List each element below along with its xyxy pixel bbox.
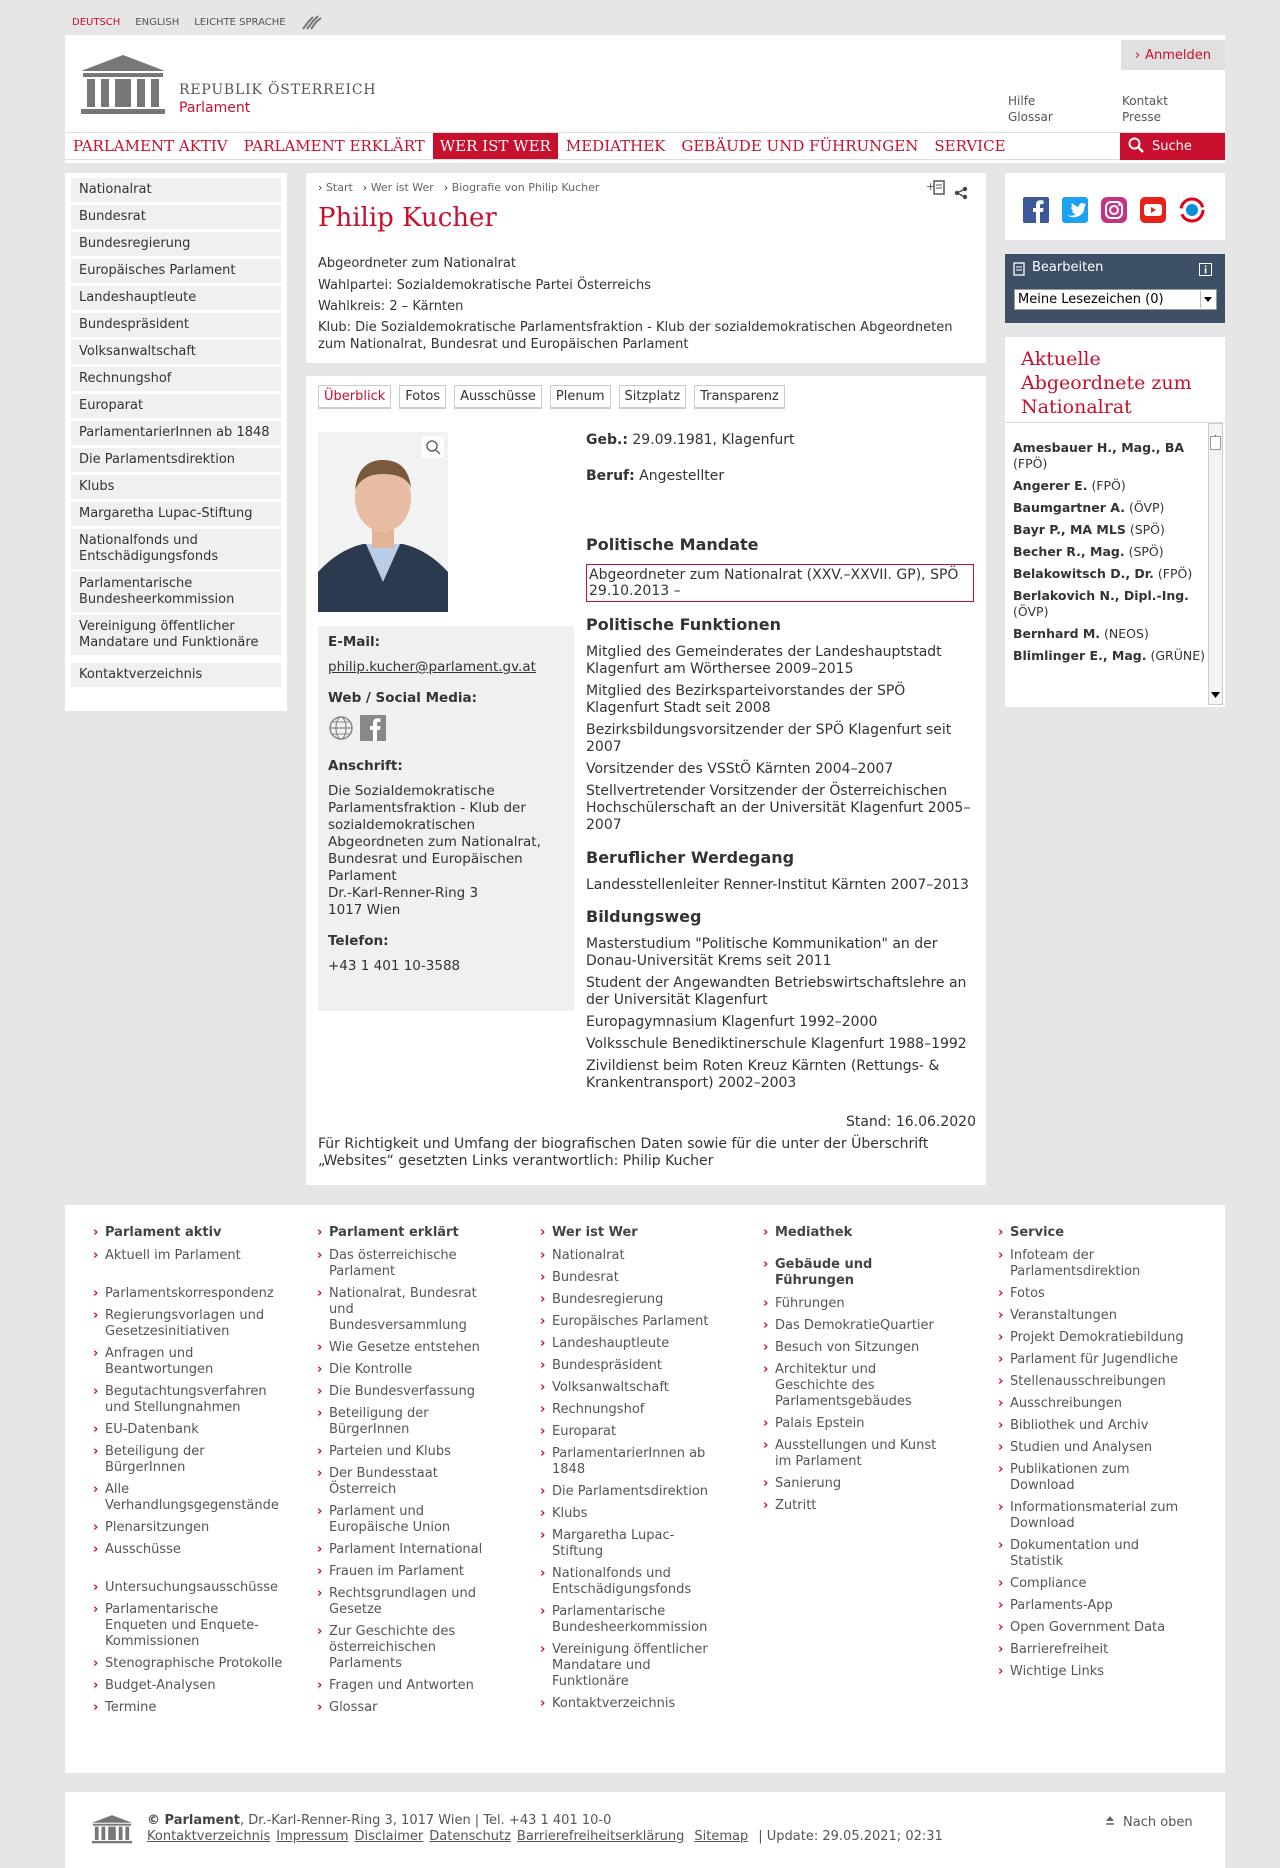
person-party: Wahlpartei: Sozialdemokratische Partei Österreichs	[318, 278, 651, 293]
footer-link[interactable]: › Open Government Data	[998, 1620, 1193, 1636]
education-item: Masterstudium "Politische Kommunikation" an der Donau-Universität Krems seit 2011	[586, 936, 938, 969]
contact-box	[318, 626, 574, 1011]
footer-link[interactable]: › Barrierefreiheit	[998, 1642, 1193, 1658]
biography-card	[306, 376, 986, 1185]
instagram-icon[interactable]	[1101, 197, 1127, 227]
career-item: Landesstellenleiter Renner-Institut Kärnten 2007–2013	[586, 877, 969, 893]
lang-leichte-sprache[interactable]: LEICHTE SPRACHE	[194, 16, 286, 28]
tab-bar	[318, 385, 785, 409]
footer-link[interactable]: › Projekt Demokratiebildung	[998, 1330, 1193, 1346]
person-club: Klub: Die Sozialdemokratische Parlamentsfraktion - Klub der sozialdemokratischen Abgeordneten zum Nationalrat, Bundesrat und Europäischen Parlament	[318, 320, 953, 352]
footer-link[interactable]: › Parteien und Klubs	[317, 1444, 492, 1460]
sidebar-item-europaeisches-parlament[interactable]: Europäisches Parlament	[71, 259, 281, 283]
lang-english[interactable]: ENGLISH	[135, 16, 180, 28]
footer-link[interactable]: › Veranstaltungen	[998, 1308, 1193, 1324]
sidebar-item-kontaktverzeichnis[interactable]: Kontaktverzeichnis	[71, 663, 281, 687]
sidebar-item-europarat[interactable]: Europarat	[71, 394, 281, 418]
copyright: © Parlament	[147, 1813, 240, 1828]
footer-link[interactable]: › ParlamentarierInnen ab 1848	[540, 1446, 720, 1478]
footer-link[interactable]: › Nationalrat	[540, 1248, 720, 1264]
footer-link[interactable]: › Bundesregierung	[540, 1292, 720, 1308]
sidebar-item-bundesheerkommission[interactable]: Parlamentarische Bundesheerkommission	[71, 572, 281, 612]
bookmark-add-icon[interactable]	[926, 179, 946, 201]
footer-link[interactable]: › Nationalfonds und Entschädigungsfonds	[540, 1566, 720, 1598]
footer-link[interactable]: › Plenarsitzungen	[93, 1520, 283, 1536]
sidebar-item-bundespraesident[interactable]: Bundespräsident	[71, 313, 281, 337]
footer-link[interactable]: › Beteiligung der BürgerInnen	[93, 1444, 283, 1476]
sidebar-item-klubs[interactable]: Klubs	[71, 475, 281, 499]
footer-link[interactable]: › Compliance	[998, 1576, 1193, 1592]
nav-wer-ist-wer[interactable]: WER IST WER	[433, 133, 558, 159]
footer-heading[interactable]: › Parlament aktiv	[93, 1225, 283, 1241]
career-heading: Beruflicher Werdegang	[586, 848, 795, 867]
footer-link[interactable]: › Europäisches Parlament	[540, 1314, 720, 1330]
footer-link[interactable]: › Infoteam der Parlamentsdirektion	[998, 1248, 1193, 1280]
footer-link[interactable]: › Frauen im Parlament	[317, 1564, 492, 1580]
stand-date: Stand: 16.06.2020	[845, 1114, 976, 1130]
footer-link[interactable]: › Begutachtungsverfahren und Stellungnahmen	[93, 1384, 283, 1416]
job-value: Angestellter	[634, 468, 725, 484]
footer-link[interactable]: › Volksanwaltschaft	[540, 1380, 720, 1396]
footer-col-mediathek	[763, 1225, 948, 1520]
logo-parliament: Parlament	[179, 100, 251, 116]
breadcrumb	[318, 181, 599, 194]
search-label: Suche	[1152, 139, 1192, 154]
sidebar-item-nationalrat[interactable]: Nationalrat	[71, 178, 281, 202]
footer-link[interactable]: › Parlamentarische Bundesheerkommission	[540, 1604, 720, 1636]
footer-heading[interactable]: › Service	[998, 1225, 1193, 1241]
footer-link[interactable]: › Europarat	[540, 1424, 720, 1440]
footer-link[interactable]: › Beteiligung der BürgerInnen	[317, 1406, 492, 1438]
tab-sitzplatz[interactable]: Sitzplatz	[619, 385, 687, 409]
bearbeiten-label: Bearbeiten	[1032, 260, 1104, 275]
footer-link[interactable]: › Stenographische Protokolle	[93, 1656, 283, 1672]
help-link[interactable]: Hilfe	[1008, 94, 1036, 108]
breadcrumb-start[interactable]: › Start	[318, 181, 353, 194]
language-bar	[72, 13, 323, 31]
facebook-icon[interactable]	[360, 715, 386, 746]
parliament-logo[interactable]	[79, 53, 167, 115]
members-scrollbar[interactable]	[1208, 423, 1223, 705]
social-links	[1005, 173, 1225, 240]
copyright-line	[147, 1813, 611, 1829]
sidebar-nav	[65, 173, 287, 711]
footer-link[interactable]: › Publikationen zum Download	[998, 1462, 1193, 1494]
footer-link[interactable]: › Parlamentarische Enqueten und Enquete-Kommissionen	[93, 1602, 283, 1650]
arrow-up-icon	[1105, 1814, 1115, 1830]
phone-label: Telefon:	[328, 933, 389, 949]
main-nav	[65, 132, 1225, 160]
svg-text:+: +	[926, 180, 936, 193]
footer-link[interactable]: › Aktuell im Parlament	[93, 1248, 283, 1264]
footer-col-parlament-aktiv	[93, 1225, 283, 1722]
page-title: Philip Kucher	[318, 203, 497, 233]
footer-link[interactable]: › EU-Datenbank	[93, 1422, 283, 1438]
facebook-icon[interactable]	[1023, 197, 1049, 227]
footer-link[interactable]: › Die Kontrolle	[317, 1362, 492, 1378]
address-street: Dr.-Karl-Renner-Ring 3	[328, 885, 479, 901]
footer-heading[interactable]: › Wer ist Wer	[540, 1225, 720, 1241]
footer-link[interactable]: › Parlament für Jugendliche	[998, 1352, 1193, 1368]
member-item[interactable]: Becher R., Mag. (SPÖ)	[1013, 544, 1164, 559]
chevron-down-icon	[1200, 291, 1215, 308]
nav-parlament-erklaert[interactable]: PARLAMENT ERKLÄRT	[243, 137, 425, 155]
job-label: Beruf:	[586, 468, 635, 484]
link-sitemap[interactable]: Sitemap	[694, 1829, 749, 1844]
footer-link[interactable]: › Stellenausschreibungen	[998, 1374, 1193, 1390]
footer-link[interactable]: › Margaretha Lupac-Stiftung	[540, 1528, 720, 1560]
search-icon	[1128, 137, 1144, 157]
nav-gebaeude[interactable]: GEBÄUDE UND FÜHRUNGEN	[681, 137, 919, 155]
footer-link[interactable]: › Bibliothek und Archiv	[998, 1418, 1193, 1434]
person-role: Abgeordneter zum Nationalrat	[318, 256, 516, 271]
education-heading: Bildungsweg	[586, 907, 702, 926]
member-item[interactable]: Bayr P., MA MLS (SPÖ)	[1013, 522, 1165, 537]
person-header-card	[306, 173, 986, 363]
footer-link[interactable]: › Führungen	[763, 1296, 948, 1312]
footer-link[interactable]: › Ausstellungen und Kunst im Parlament	[763, 1438, 948, 1470]
search-button[interactable]	[1120, 133, 1225, 160]
sidebar-item-lupac-stiftung[interactable]: Margaretha Lupac-Stiftung	[71, 502, 281, 526]
footer-link[interactable]: › Das DemokratieQuartier	[763, 1318, 948, 1334]
footer-col-wer-ist-wer	[540, 1225, 720, 1718]
address-city: 1017 Wien	[328, 902, 401, 918]
globe-icon[interactable]	[328, 715, 354, 746]
education-item: Volksschule Benediktinerschule Klagenfurt 1988–1992	[586, 1036, 967, 1052]
tab-ueberblick[interactable]: Überblick	[318, 385, 391, 409]
scroll-thumb[interactable]	[1210, 436, 1221, 450]
podcast-icon[interactable]	[1179, 197, 1205, 227]
footer-link[interactable]: › Untersuchungsausschüsse	[93, 1564, 283, 1596]
current-members-panel	[1005, 337, 1225, 707]
tab-fotos[interactable]: Fotos	[399, 385, 446, 409]
footer-link[interactable]: › Die Bundesverfassung	[317, 1384, 492, 1400]
mandate-heading: Politische Mandate	[586, 535, 759, 554]
function-item: Stellvertretender Vorsitzender der Österreichischen Hochschülerschaft an der Universität Klagenfurt 2005–2007	[586, 783, 971, 833]
birth-info	[586, 432, 976, 449]
link-kontaktverzeichnis[interactable]: Kontaktverzeichnis	[147, 1829, 271, 1844]
tab-ausschuesse[interactable]: Ausschüsse	[454, 385, 542, 409]
footer-link[interactable]: › Studien und Analysen	[998, 1440, 1193, 1456]
footer-link[interactable]: › Palais Epstein	[763, 1416, 948, 1432]
functions-heading: Politische Funktionen	[586, 615, 781, 634]
footer-link[interactable]: › Sanierung	[763, 1476, 948, 1492]
footer-link[interactable]: › Alle Verhandlungsgegenstände	[93, 1482, 283, 1514]
nav-parlament-aktiv[interactable]: PARLAMENT AKTIV	[73, 137, 228, 155]
address-label: Anschrift:	[328, 758, 403, 774]
born-label: Geb.:	[586, 432, 628, 448]
footer-link[interactable]: › Die Parlamentsdirektion	[540, 1484, 720, 1500]
sign-language-icon[interactable]	[301, 13, 323, 31]
footer-link[interactable]: › Das österreichische Parlament	[317, 1248, 492, 1280]
logo-republic: REPUBLIK ÖSTERREICH	[179, 82, 377, 98]
footer-link[interactable]: › Zutritt	[763, 1498, 948, 1514]
glossary-link[interactable]: Glossar	[1008, 110, 1053, 124]
phone-number: +43 1 401 10-3588	[328, 958, 461, 974]
footer-link[interactable]: › Wichtige Links	[998, 1664, 1193, 1680]
footer-link[interactable]: › Kontaktverzeichnis	[540, 1696, 720, 1712]
address-text: Die Sozialdemokratische Parlamentsfraktion - Klub der sozialdemokratischen Abgeordneten zum Nationalrat, Bundesrat und Europäischen Parlament	[328, 783, 541, 884]
footer-link[interactable]: › Parlaments-App	[998, 1598, 1193, 1614]
bottom-bar	[65, 1792, 1225, 1868]
education-item: Europagymnasium Klagenfurt 1992–2000	[586, 1014, 878, 1030]
function-item: Mitglied des Gemeinderates der Landeshauptstadt Klagenfurt am Wörthersee 2009–2015	[586, 644, 942, 677]
footer-heading[interactable]: › Gebäude und Führungen	[763, 1257, 948, 1289]
members-list	[1013, 440, 1205, 705]
footer-link[interactable]: › Dokumentation und Statistik	[998, 1538, 1193, 1570]
footer-link[interactable]: › Klubs	[540, 1506, 720, 1522]
footer-link[interactable]: › Landeshauptleute	[540, 1336, 720, 1352]
footer-link[interactable]: › Zur Geschichte des österreichischen Parlaments	[317, 1624, 492, 1672]
link-barrierefreiheit[interactable]: Barrierefreiheitserklärung	[516, 1829, 685, 1844]
tab-plenum[interactable]: Plenum	[550, 385, 611, 409]
sidebar-item-volksanwaltschaft[interactable]: Volksanwaltschaft	[71, 340, 281, 364]
logo-text	[179, 81, 376, 117]
sidebar-item-parlamentsdirektion[interactable]: Die Parlamentsdirektion	[71, 448, 281, 472]
sidebar-item-vereinigung[interactable]: Vereinigung öffentlicher Mandatare und Funktionäre	[71, 615, 281, 655]
members-title: Aktuelle Abgeordnete zum Nationalrat	[1021, 348, 1192, 418]
back-to-top[interactable]	[1105, 1814, 1193, 1830]
sidebar-item-bundesrat[interactable]: Bundesrat	[71, 205, 281, 229]
footer-heading[interactable]: › Parlament erklärt	[317, 1225, 492, 1241]
footer-link[interactable]: › Vereinigung öffentlicher Mandatare und Funktionäre	[540, 1642, 720, 1690]
disclaimer-text: Für Richtigkeit und Umfang der biografischen Daten sowie für die unter der Überschrift „Websites“ gesetzten Links verantwortlich: Philip Kucher	[318, 1136, 929, 1169]
footer-link[interactable]: › Parlament International	[317, 1542, 492, 1558]
bookmarks-select-value: Meine Lesezeichen (0)	[1018, 292, 1164, 307]
footer-link[interactable]: › Termine	[93, 1700, 283, 1716]
footer-heading[interactable]: › Mediathek	[763, 1225, 948, 1241]
web-social-label: Web / Social Media:	[328, 690, 478, 706]
legal-links	[147, 1829, 943, 1845]
email-link[interactable]: philip.kucher@parlament.gv.at	[328, 659, 536, 675]
person-district: Wahlkreis: 2 – Kärnten	[318, 299, 464, 314]
login-button[interactable]	[1121, 40, 1225, 70]
login-label: Anmelden	[1145, 47, 1212, 63]
youtube-icon[interactable]	[1140, 197, 1166, 227]
back-to-top-label: Nach oben	[1123, 1814, 1193, 1830]
education-item: Student der Angewandten Betriebswirtschaftslehre an der Universität Klagenfurt	[586, 975, 967, 1008]
footer-link[interactable]: › Fragen und Antworten	[317, 1678, 492, 1694]
member-item[interactable]: Baumgartner A. (ÖVP)	[1013, 500, 1165, 515]
footer-link[interactable]: › Rechnungshof	[540, 1402, 720, 1418]
tab-transparenz[interactable]: Transparenz	[694, 385, 785, 409]
divider	[1005, 422, 1225, 423]
footer-link[interactable]: › Wie Gesetze entstehen	[317, 1340, 492, 1356]
site-header	[65, 35, 1225, 163]
nav-mediathek[interactable]: MEDIATHEK	[565, 137, 666, 155]
member-item[interactable]: Amesbauer H., Mag., BA (FPÖ)	[1013, 440, 1185, 471]
bookmarks-select[interactable]	[1014, 289, 1217, 310]
member-item[interactable]: Blimlinger E., Mag. (GRÜNE)	[1013, 648, 1205, 663]
sidebar-item-rechnungshof[interactable]: Rechnungshof	[71, 367, 281, 391]
chevron-right-icon: ›	[1134, 47, 1141, 63]
contact-address: , Dr.-Karl-Renner-Ring 3, 1017 Wien | Tel. +43 1 401 10-0	[239, 1813, 612, 1828]
footer-link[interactable]: › Fotos	[998, 1286, 1193, 1302]
footer-link[interactable]: › Bundesrat	[540, 1270, 720, 1286]
sidebar-item-parlamentarier[interactable]: ParlamentarierInnen ab 1848	[71, 421, 281, 445]
site-footer	[65, 1205, 1225, 1773]
footer-link[interactable]: › Parlament und Europäische Union	[317, 1504, 492, 1536]
nav-service[interactable]: SERVICE	[934, 137, 1006, 155]
edit-icon	[1013, 261, 1025, 280]
sidebar-item-bundesregierung[interactable]: Bundesregierung	[71, 232, 281, 256]
footer-link[interactable]: › Glossar	[317, 1700, 492, 1716]
update-timestamp: | Update: 29.05.2021; 02:31	[758, 1829, 943, 1844]
member-item[interactable]: Berlakovich N., Dipl.-Ing. (ÖVP)	[1013, 588, 1189, 619]
mandate-entry: Abgeordneter zum Nationalrat (XXV.–XXVII. GP), SPÖ 29.10.2013 –	[586, 564, 974, 602]
email-label: E-Mail:	[328, 634, 381, 650]
function-item: Bezirksbildungsvorsitzender der SPÖ Klagenfurt seit 2007	[586, 722, 952, 755]
breadcrumb-wer-ist-wer[interactable]: › Wer ist Wer	[363, 181, 434, 194]
function-item: Mitglied des Bezirksparteivorstandes der SPÖ Klagenfurt Stadt seit 2008	[586, 683, 906, 716]
function-item: Vorsitzender des VSStÖ Kärnten 2004–2007	[586, 761, 894, 777]
footer-col-parlament-erklaert	[317, 1225, 492, 1722]
job-info	[586, 468, 976, 485]
footer-link[interactable]: › Architektur und Geschichte des Parlamentsgebäudes	[763, 1362, 948, 1410]
press-link[interactable]: Presse	[1122, 110, 1161, 124]
sidebar-item-nationalfonds[interactable]: Nationalfonds und Entschädigungsfonds	[71, 529, 281, 569]
scroll-down-icon[interactable]	[1211, 683, 1220, 702]
footer-link[interactable]: › Ausschreibungen	[998, 1396, 1193, 1412]
footer-link[interactable]: › Rechtsgrundlagen und Gesetze	[317, 1586, 492, 1618]
footer-link[interactable]: › Ausschüsse	[93, 1542, 283, 1558]
footer-link[interactable]: › Nationalrat, Bundesrat und Bundesversammlung	[317, 1286, 492, 1334]
link-impressum[interactable]: Impressum	[276, 1829, 349, 1844]
footer-link[interactable]: › Parlamentskorrespondenz	[93, 1270, 283, 1302]
footer-link[interactable]: › Regierungsvorlagen und Gesetzesinitiativen	[93, 1308, 283, 1340]
member-item[interactable]: Belakowitsch D., Dr. (FPÖ)	[1013, 566, 1193, 581]
share-icon[interactable]	[954, 185, 968, 204]
member-item[interactable]: Angerer E. (FPÖ)	[1013, 478, 1126, 493]
contact-link[interactable]: Kontakt	[1122, 94, 1168, 108]
parliament-logo-small[interactable]	[91, 1814, 133, 1848]
sidebar-item-landeshauptleute[interactable]: Landeshauptleute	[71, 286, 281, 310]
education-item: Zivildienst beim Roten Kreuz Kärnten (Rettungs- & Krankentransport) 2002–2003	[586, 1058, 940, 1091]
portrait-photo[interactable]	[318, 432, 448, 612]
footer-col-service	[998, 1225, 1193, 1686]
lang-deutsch[interactable]: DEUTSCH	[72, 16, 121, 28]
footer-link[interactable]: › Der Bundesstaat Österreich	[317, 1466, 492, 1498]
footer-link[interactable]: › Bundespräsident	[540, 1358, 720, 1374]
info-icon[interactable]	[1199, 261, 1212, 280]
link-disclaimer[interactable]: Disclaimer	[354, 1829, 424, 1844]
bookmark-panel	[1005, 254, 1225, 323]
born-value: 29.09.1981, Klagenfurt	[627, 432, 795, 448]
link-datenschutz[interactable]: Datenschutz	[429, 1829, 511, 1844]
footer-link[interactable]: › Anfragen und Beantwortungen	[93, 1346, 283, 1378]
footer-link[interactable]: › Besuch von Sitzungen	[763, 1340, 948, 1356]
footer-link[interactable]: › Informationsmaterial zum Download	[998, 1500, 1193, 1532]
breadcrumb-current: › Biografie von Philip Kucher	[444, 181, 600, 194]
member-item[interactable]: Bernhard M. (NEOS)	[1013, 626, 1149, 641]
footer-link[interactable]: › Budget-Analysen	[93, 1678, 283, 1694]
twitter-icon[interactable]	[1062, 197, 1088, 227]
